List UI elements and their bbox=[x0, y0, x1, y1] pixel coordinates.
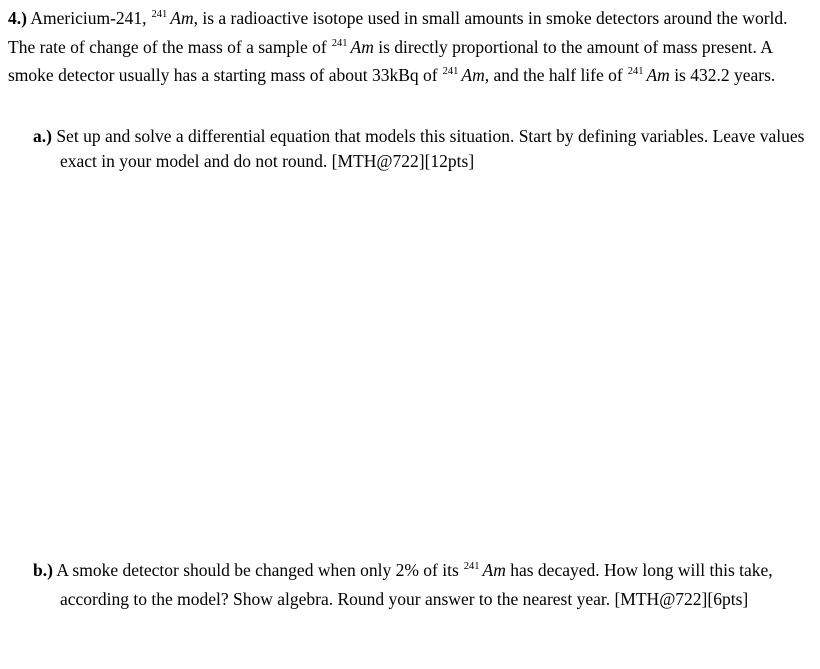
question-text: Americium-241, bbox=[30, 8, 147, 28]
part-b-label: b.) bbox=[33, 560, 53, 580]
question-text: is 432.2 years. bbox=[674, 65, 776, 85]
question-number: 4.) bbox=[8, 8, 27, 28]
part-b-text: has decayed. How long will this take, according to the model? Show algebra. Round your answer to the nearest year. [MTH@722][6pts] bbox=[60, 560, 773, 609]
isotope-mass-number: 241 bbox=[151, 9, 168, 20]
element-symbol: Am bbox=[461, 65, 485, 85]
isotope-mass-number: 241 bbox=[331, 37, 348, 49]
question-text: , is a radioactive isotope used in small amounts in smoke detectors around the world. The rate of change of the mass of a sample of bbox=[8, 8, 788, 57]
part-a-text: Set up and solve a differential equation that models this situation. Start by defining variables. Leave values exact in your model and do not round. [MTH@722][12pts] bbox=[56, 126, 805, 171]
question-text: , and the half life of bbox=[484, 65, 623, 85]
isotope-mass-number: 241 bbox=[442, 66, 459, 77]
element-symbol: Am bbox=[170, 8, 194, 28]
part-a bbox=[33, 124, 820, 173]
element-symbol: Am bbox=[646, 65, 670, 85]
question-4 bbox=[8, 6, 814, 92]
part-b-text: A smoke detector should be changed when only 2% of its bbox=[56, 560, 459, 580]
part-b bbox=[33, 558, 820, 611]
element-symbol: Am bbox=[350, 36, 374, 57]
isotope-mass-number: 241 bbox=[463, 561, 480, 572]
element-symbol: Am bbox=[482, 560, 506, 580]
answer-space-part-a[interactable] bbox=[33, 180, 793, 550]
part-a-label: a.) bbox=[33, 126, 52, 146]
isotope-mass-number: 241 bbox=[627, 66, 644, 77]
question-text: is directly proportional to the amount of mass present. A smoke detector usually has a starting mass of about 33kBq of bbox=[8, 36, 772, 85]
